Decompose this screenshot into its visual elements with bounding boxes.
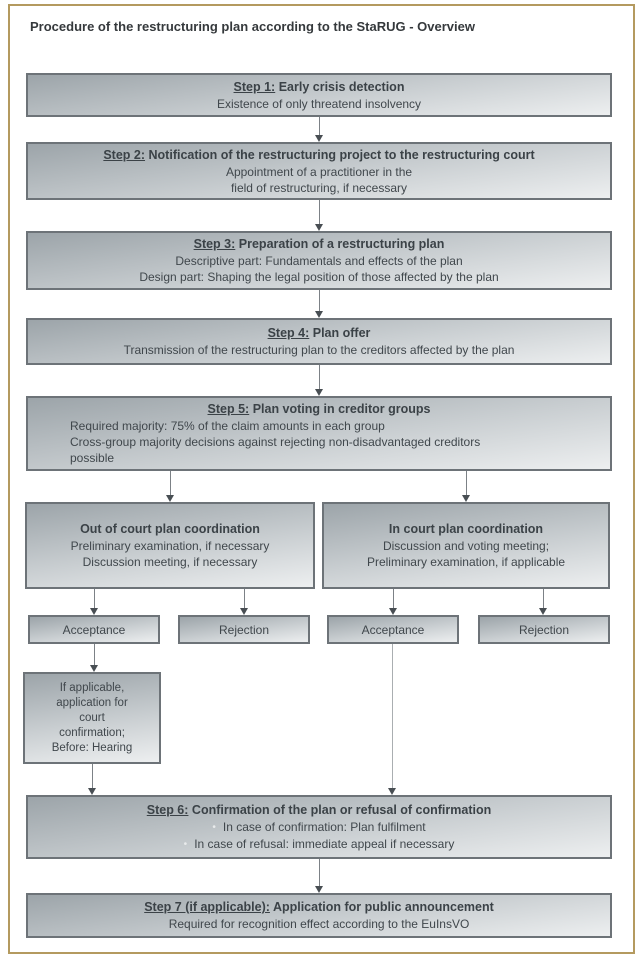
arrow-down-icon <box>388 644 397 795</box>
step4-label: Step 4: <box>267 326 310 340</box>
step3-line: Descriptive part: Fundamentals and effects of the plan <box>175 254 463 268</box>
acceptance-right-label: Acceptance <box>361 622 425 637</box>
arrow-down-icon <box>90 589 99 615</box>
out-of-court-box <box>25 502 315 589</box>
acceptance-left-box <box>28 615 160 644</box>
if-applicable-box <box>23 672 161 764</box>
in-court-line: Discussion and voting meeting; <box>382 539 550 553</box>
step2-line: field of restructuring, if necessary <box>230 180 408 195</box>
out-of-court-line: Discussion meeting, if necessary <box>82 555 258 569</box>
step2-line: Appointment of a practitioner in the <box>225 164 413 179</box>
bullet-icon: • <box>183 838 188 850</box>
arrow-down-icon <box>315 200 324 231</box>
rejection-left-box <box>178 615 310 644</box>
rejection-right-label: Rejection <box>518 622 570 637</box>
step1-title: Early crisis detection <box>278 79 405 94</box>
step4-box <box>26 318 612 365</box>
step5-line: Cross-group majority decisions against rejecting non-disadvantaged creditors <box>70 435 481 449</box>
arrow-down-icon <box>462 471 471 502</box>
step1-line: Existence of only threatend insolvency <box>216 96 422 111</box>
step1-header <box>28 79 610 96</box>
step6-bullet-line <box>28 836 610 853</box>
step2-label: Step 2: <box>103 147 146 162</box>
step3-title: Preparation of a restructuring plan <box>238 237 445 251</box>
step6-label: Step 6: <box>146 802 189 817</box>
step5-box <box>26 396 612 471</box>
step5-line: Required majority: 75% of the claim amounts in each group <box>70 419 385 433</box>
step1-label: Step 1: <box>233 79 276 94</box>
arrow-down-icon <box>315 117 324 142</box>
rejection-left-label: Rejection <box>218 622 270 637</box>
step5-line: possible <box>70 451 115 465</box>
step5-title: Plan voting in creditor groups <box>252 402 431 416</box>
step4-header <box>28 325 610 342</box>
out-of-court-line: Preliminary examination, if necessary <box>70 539 270 553</box>
in-court-line: Preliminary examination, if applicable <box>366 555 566 569</box>
step2-title: Notification of the restructuring project to the restructuring court <box>148 147 535 162</box>
step5-label: Step 5: <box>207 402 250 416</box>
step3-header <box>28 236 610 253</box>
step4-line: Transmission of the restructuring plan to the creditors affected by the plan <box>123 343 515 357</box>
if-applicable-line: If applicable, <box>59 681 125 694</box>
if-applicable-line: Before: Hearing <box>51 741 133 754</box>
step1-box <box>26 73 612 117</box>
step2-box <box>26 142 612 200</box>
if-applicable-line: confirmation; <box>59 726 125 739</box>
in-court-box <box>322 502 610 589</box>
arrow-down-icon <box>166 471 175 502</box>
step2-header <box>28 147 610 164</box>
step7-title: Application for public announcement <box>272 900 494 914</box>
arrow-down-icon <box>539 589 548 615</box>
acceptance-right-box <box>327 615 459 644</box>
step7-label: Step 7 (if applicable): <box>144 900 270 914</box>
out-of-court-title: Out of court plan coordination <box>80 522 260 536</box>
step7-header <box>28 899 610 916</box>
arrow-down-icon <box>389 589 398 615</box>
step6-box <box>26 795 612 859</box>
arrow-down-icon <box>240 589 249 615</box>
arrow-down-icon <box>88 764 97 795</box>
bullet-icon: • <box>212 821 216 833</box>
if-applicable-line: court <box>79 711 105 724</box>
step6-title: Confirmation of the plan or refusal of confirmation <box>191 802 492 817</box>
step3-label: Step 3: <box>193 237 236 251</box>
step6-bullet-text: In case of confirmation: Plan fulfilment <box>222 819 426 834</box>
acceptance-left-label: Acceptance <box>62 622 126 637</box>
page-title: Procedure of the restructuring plan according to the StaRUG - Overview <box>30 19 475 34</box>
arrow-down-icon <box>315 365 324 396</box>
if-applicable-line: application for <box>56 696 128 709</box>
step5-header <box>28 401 610 418</box>
step6-bullet-text: In case of refusal: immediate appeal if necessary <box>194 836 455 851</box>
arrow-down-icon <box>90 644 99 672</box>
arrow-down-icon <box>315 859 324 893</box>
step4-title: Plan offer <box>312 326 371 340</box>
rejection-right-box <box>478 615 610 644</box>
arrow-down-icon <box>315 290 324 318</box>
in-court-title: In court plan coordination <box>388 522 544 536</box>
step7-line: Required for recognition effect according to the EuInsVO <box>168 917 470 931</box>
step6-bullet-line <box>28 819 610 836</box>
step6-header <box>28 802 610 819</box>
step3-line: Design part: Shaping the legal position of those affected by the plan <box>139 270 499 284</box>
step3-box <box>26 231 612 290</box>
step7-box <box>26 893 612 938</box>
